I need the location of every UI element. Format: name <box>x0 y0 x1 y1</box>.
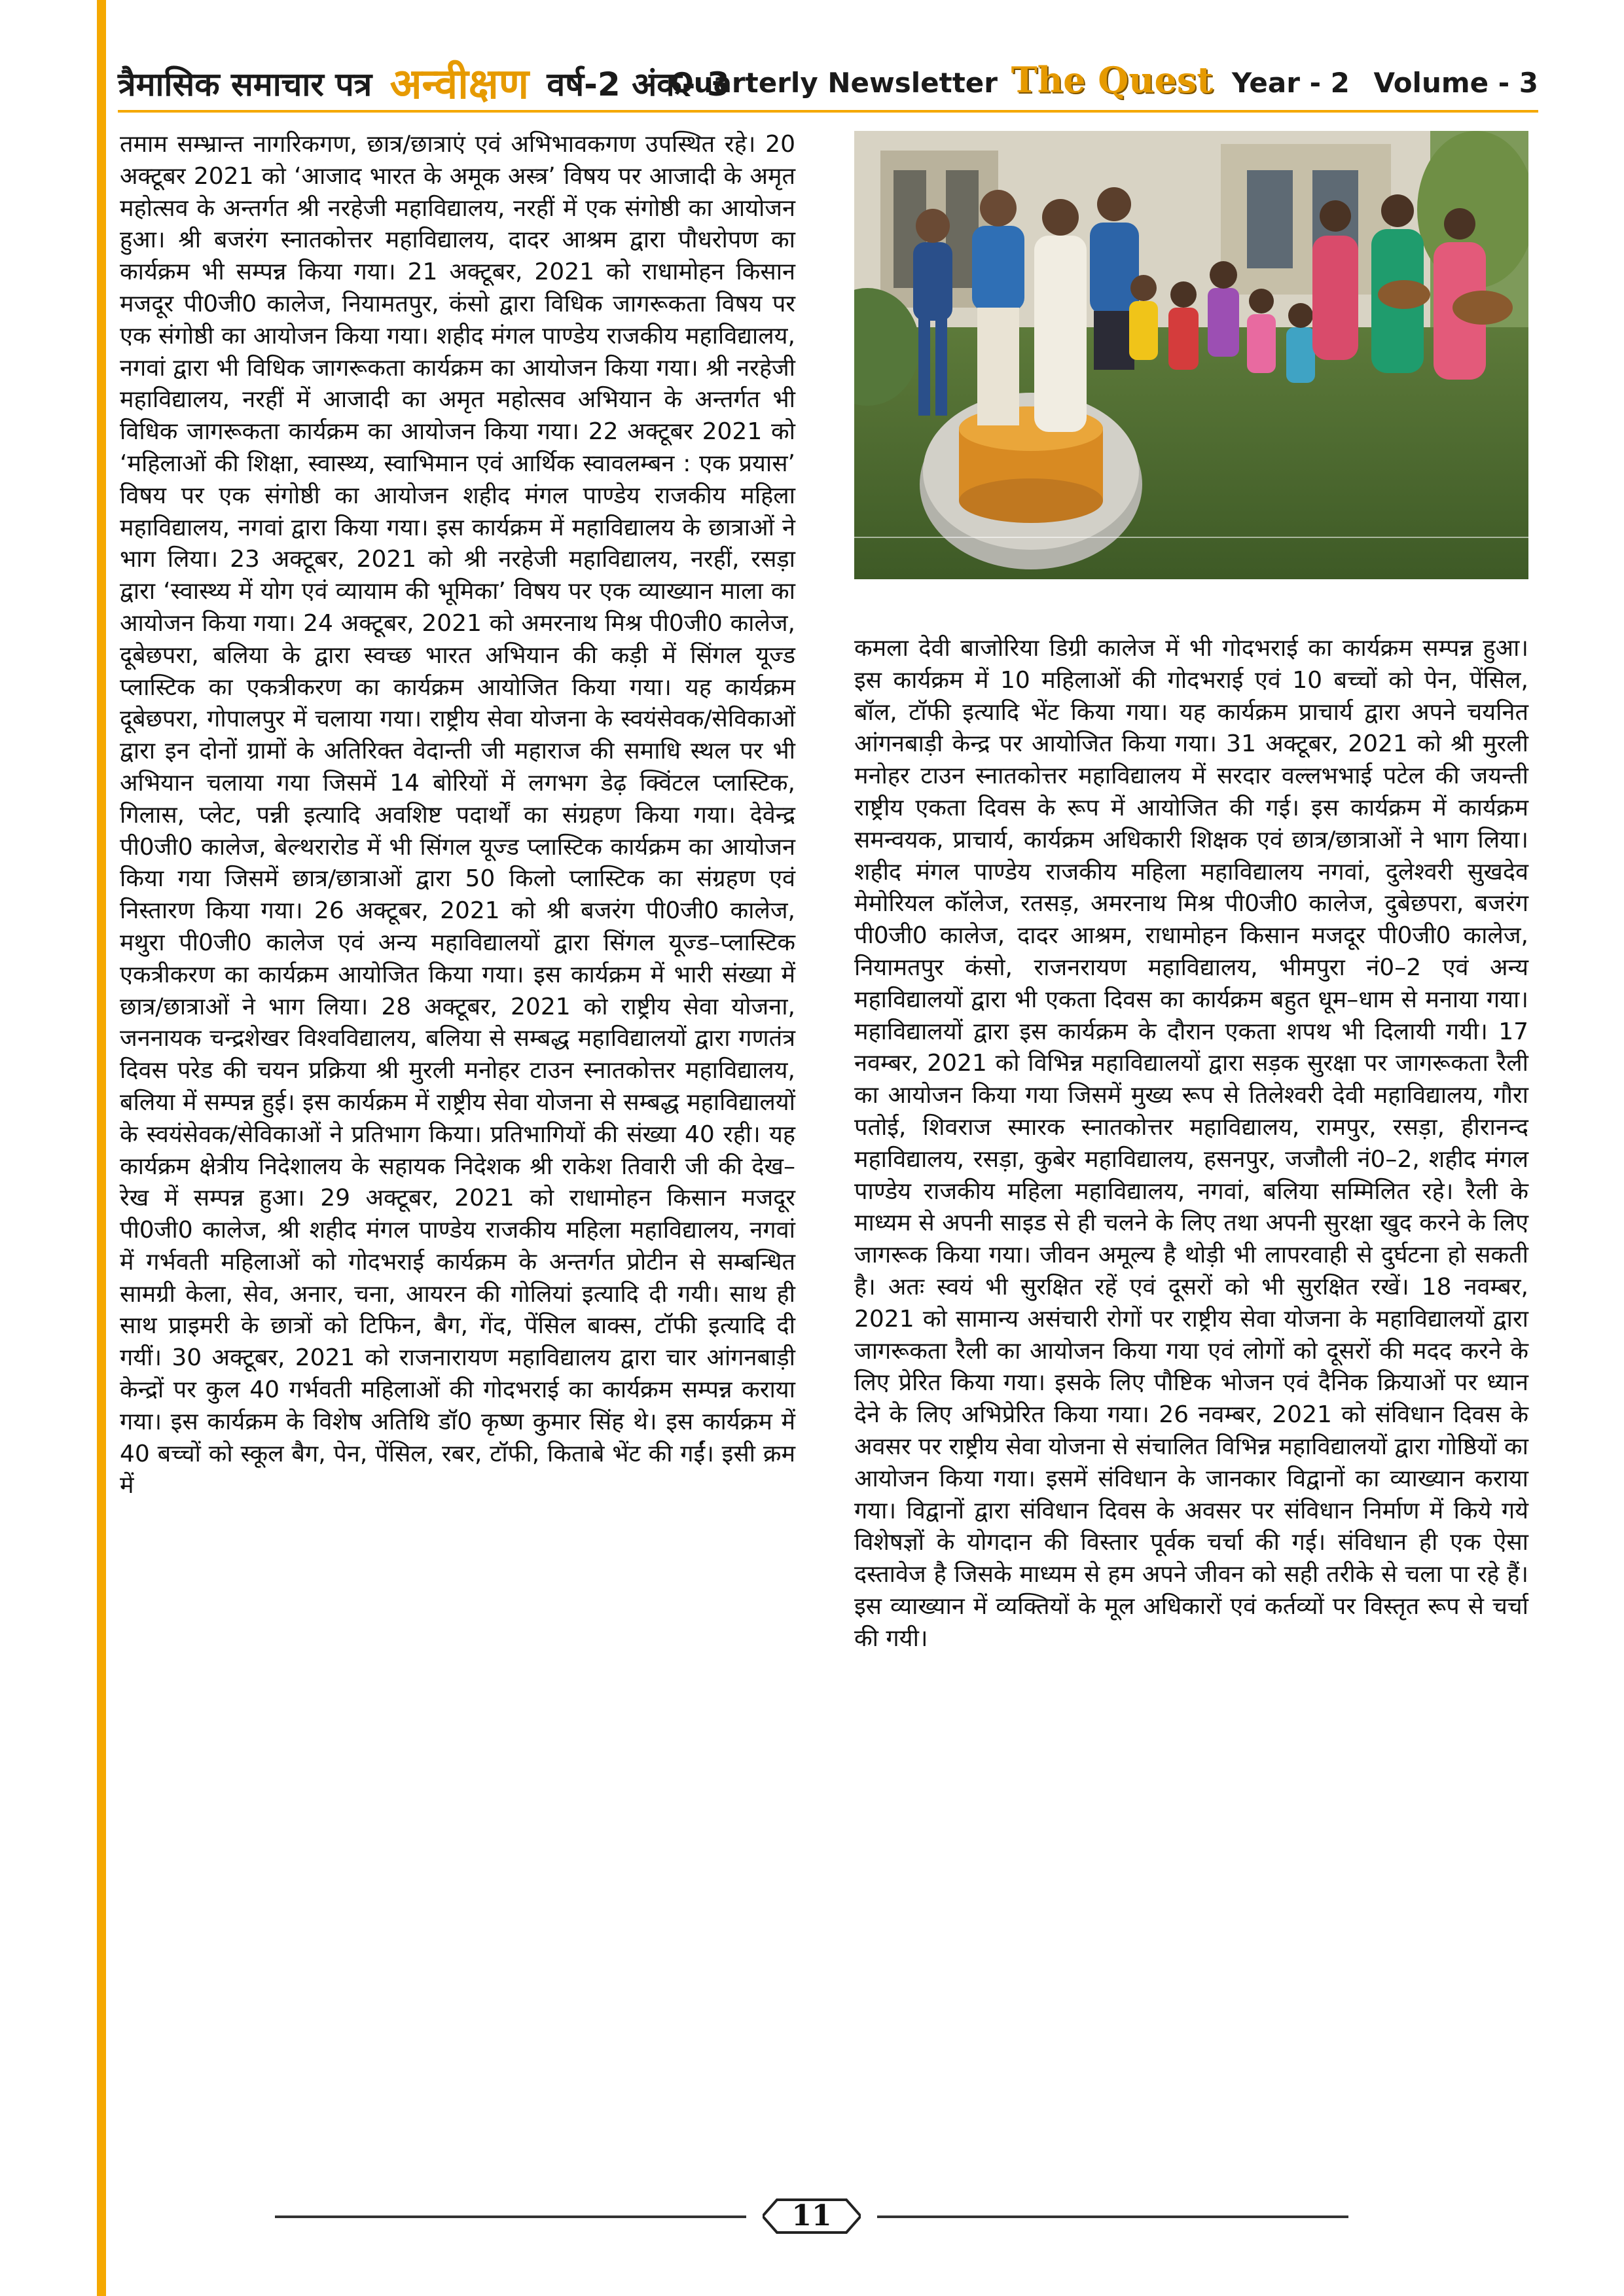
english-masthead <box>670 59 1538 101</box>
side-accent-bar <box>97 0 106 2296</box>
masthead-prefix: त्रैमासिक समाचार पत्र <box>118 65 372 103</box>
event-photo-illustration <box>854 131 1528 579</box>
event-photo <box>854 131 1528 579</box>
masthead-volume: Volume - 3 <box>1373 67 1538 99</box>
hindi-masthead <box>118 51 730 108</box>
masthead-newsletter-label: Quarterly Newsletter <box>670 67 998 99</box>
masthead-year: Year - 2 <box>1231 67 1350 99</box>
right-text-column: कमला देवी बाजोरिया डिग्री कालेज में भी गोदभराई का कार्यक्रम सम्पन्न हुआ। इस कार्यक्रम में 10 महिलाओं की गोदभराई एवं 10 बच्चों को पेन, पेंसिल, बॉल, टॉफी इत्यादि भेंट किया गया। यह कार्यक्रम प्राचार्य द्वारा अपने चयनित आंगनबाड़ी केन्द्र पर आयोजित किया गया। 31 अक्टूबर, 2021 को श्री मुरली मनोहर टाउन स्नातकोत्तर महाविद्यालय में सरदार वल्लभभाई पटेल की जयन्ती राष्ट्रीय एकता दिवस के रूप में आयोजित की गई। इस कार्यक्रम में कार्यक्रम समन्वयक, प्राचार्य, कार्यक्रम अधिकारी शिक्षक एवं छात्र/छात्राओं ने भाग लिया। शहीद मंगल पाण्डेय राजकीय महिला महाविद्यालय नगवां, दुलेश्वरी सुखदेव मेमोरियल कॉलेज, रतसड़, अमरनाथ मिश्र पी0जी0 कालेज, दुबेछपरा, बजरंग पी0जी0 कालेज, दादर आश्रम, राधामोहन किसान मजदूर पी0जी0 कालेज, नियामतपुर कंसो, राजनरायण महाविद्यालय, भीमपुरा नं0–2 एवं अन्य महाविद्यालयों द्वारा भी एकता दिवस का कार्यक्रम बहुत धूम–धाम से मनाया गया। महाविद्यालयों द्वारा इस कार्यक्रम के दौरान एकता शपथ भी दिलायी गयी। 17 नवम्बर, 2021 को विभिन्न महाविद्यालयों द्वारा सड़क सुरक्षा पर जागरूकता रैली का आयोजन किया गया जिसमें मुख्य रूप से तिलेश्वरी देवी महाविद्यालय, गौरा पतोई, शिवराज स्मारक स्नातकोत्तर महाविद्यालय, रामपुर, रसड़ा, हीरानन्द महाविद्यालय, रसड़ा, कुबेर महाविद्यालय, हसनपुर, जजौली नं0–2, शहीद मंगल पाण्डेय राजकीय महिला महाविद्यालय, नगवां, बलिया सम्मिलित रहे। रैली के माध्यम से अपनी साइड से ही चलने के लिए तथा अपनी सुरक्षा खुद करने के लिए जागरूक किया गया। जीवन अमूल्य है थोड़ी भी लापरवाही से दुर्घटना हो सकती है। अतः स्वयं भी सुरक्षित रहें एवं दूसरों को भी सुरक्षित रखें। 18 नवम्बर, 2021 को सामान्य असंचारी रोगों पर राष्ट्रीय सेवा योजना के महाविद्यालयों द्वारा जागरूकता रैली का आयोजन किया गया एवं लोगों को दूसरों की मदद करने के लिए प्रेरित किया गया। इसके लिए पौष्टिक भोजन एवं दैनिक क्रियाओं पर ध्यान देने के लिए अभिप्रेरित किया गया। 26 नवम्बर, 2021 को संविधान दिवस के अवसर पर राष्ट्रीय सेवा योजना से संचालित विभिन्न महाविद्यालयों द्वारा गोष्ठियों का आयोजन किया गया। इसमें संविधान के जानकार विद्वानों का व्याख्यान कराया गया। विद्वानों द्वारा संविधान दिवस के अवसर पर संविधान निर्माण में किये गये विशेषज्ञों के योगदान की विस्तार पूर्वक चर्चा की गई। संविधान ही एक ऐसा दस्तावेज है जिसके माध्यम से हम अपने जीवन को सही तरीके से चला पा रहे हैं। इस व्याख्यान में व्यक्तियों के मूल अधिकारों एवं कर्तव्यों पर विस्तृत रूप से चर्चा की गयी। <box>854 635 1528 1652</box>
masthead-issue-hindi: वर्ष-2 अंक- 3 <box>547 65 730 103</box>
footer-rule-right <box>877 2215 1348 2218</box>
left-text-column: तमाम सम्भ्रान्त नागरिकगण, छात्र/छात्राएं एवं अभिभावकगण उपस्थित रहे। 20 अक्टूबर 2021 को ‘आजाद भारत के अमूक अस्त्र’ विषय पर आजादी के अमृत महोत्सव के अन्तर्गत श्री नरहेजी महाविद्यालय, नरहीं में एक संगोष्ठी का आयोजन हुआ। श्री बजरंग स्नातकोत्तर महाविद्यालय, दादर आश्रम द्वारा पौधरोपण का कार्यक्रम भी सम्पन्न किया गया। 21 अक्टूबर, 2021 को राधामोहन किसान मजदूर पी0जी0 कालेज, नियामतपुर, कंसो द्वारा विधिक जागरूकता विषय पर एक संगोष्ठी का आयोजन किया गया। शहीद मंगल पाण्डेय राजकीय महाविद्यालय, नगवां द्वारा भी विधिक जागरूकता कार्यक्रम का आयोजन किया गया। श्री नरहेजी महाविद्यालय, नरहीं में आजादी का अमृत महोत्सव अभियान के अन्तर्गत भी विधिक जागरूकता कार्यक्रम का आयोजन किया गया। 22 अक्टूबर 2021 को ‘महिलाओं की शिक्षा, स्वास्थ्य, स्वाभिमान एवं आर्थिक स्वावलम्बन : एक प्रयास’ विषय पर एक संगोष्ठी का आयोजन शहीद मंगल पाण्डेय राजकीय महिला महाविद्यालय, नगवां द्वारा किया गया। इस कार्यक्रम में महाविद्यालय के छात्राओं ने भाग लिया। 23 अक्टूबर, 2021 को श्री नरहेजी महाविद्यालय, नरहीं, रसड़ा द्वारा ‘स्वास्थ्य में योग एवं व्यायाम की भूमिका’ विषय पर एक व्याख्यान माला का आयोजन किया गया। 24 अक्टूबर, 2021 को अमरनाथ मिश्र पी0जी0 कालेज, दूबेछपरा, बलिया के द्वारा स्वच्छ भारत अभियान की कड़ी में सिंगल यूज्ड प्लास्टिक का एकत्रीकरण का कार्यक्रम आयोजित किया गया। यह कार्यक्रम दूबेछपरा, गोपालपुर में चलाया गया। राष्ट्रीय सेवा योजना के स्वयंसेवक/सेविकाओं द्वारा इन दोनों ग्रामों के अतिरिक्त वेदान्ती जी महाराज की समाधि स्थल पर भी अभियान चलाया गया जिसमें 14 बोरियों में लगभग डेढ़ क्विंटल प्लास्टिक, गिलास, प्लेट, पन्नी इत्यादि अवशिष्ट पदार्थों का संग्रहण किया गया। देवेन्द्र पी0जी0 कालेज, बेल्थरारोड में भी सिंगल यूज्ड प्लास्टिक कार्यक्रम का आयोजन किया गया जिसमें छात्र/छात्राओं द्वारा 50 किलो प्लास्टिक का संग्रहण एवं निस्तारण किया गया। 26 अक्टूबर, 2021 को श्री बजरंग पी0जी0 कालेज, मथुरा पी0जी0 कालेज एवं अन्य महाविद्यालयों द्वारा सिंगल यूज्ड–प्लास्टिक एकत्रीकरण का कार्यक्रम आयोजित किया गया। इस कार्यक्रम में भारी संख्या में छात्र/छात्राओं ने भाग लिया। 28 अक्टूबर, 2021 को राष्ट्रीय सेवा योजना, जननायक चन्द्रशेखर विश्वविद्यालय, बलिया से सम्बद्ध महाविद्यालयों द्वारा गणतंत्र दिवस परेड की चयन प्रक्रिया श्री मुरली मनोहर टाउन स्नातकोत्तर महाविद्यालय, बलिया में सम्पन्न हुई। इस कार्यक्रम में राष्ट्रीय सेवा योजना से सम्बद्ध महाविद्यालयों के स्वयंसेवक/सेविकाओं ने प्रतिभाग किया। प्रतिभागियों की संख्या 40 रही। यह कार्यक्रम क्षेत्रीय निदेशालय के सहायक निदेशक श्री राकेश तिवारी जी की देख–रेख में सम्पन्न हुआ। 29 अक्टूबर, 2021 को राधामोहन किसान मजदूर पी0जी0 कालेज, श्री शहीद मंगल पाण्डेय राजकीय महिला महाविद्यालय, नगवां में गर्भवती महिलाओं को गोदभराई कार्यक्रम के अन्तर्गत प्रोटीन से सम्बन्धित सामग्री केला, सेव, अनार, चना, आयरन की गोलियां इत्यादि दी गयी। साथ ही साथ प्राइमरी के छात्रों को टिफिन, बैग, गेंद, पेंसिल बाक्स, टॉफी इत्यादि दी गयीं। 30 अक्टूबर, 2021 को राजनारायण महाविद्यालय द्वारा चार आंगनबाड़ी केन्द्रों पर कुल 40 गर्भवती महिलाओं की गोदभराई का कार्यक्रम सम्पन्न कराया गया। इस कार्यक्रम के विशेष अतिथि डॉ0 कृष्ण कुमार सिंह थे। इस कार्यक्रम में 40 बच्चों को स्कूल बैग, पेन, पेंसिल, रबर, टॉफी, किताबे भेंट की गईं। इसी क्रम में <box>120 131 795 1499</box>
header-rule <box>118 110 1538 113</box>
footer-rule-left <box>275 2215 746 2218</box>
masthead-brand-hindi: अन्वीक्षण <box>389 60 529 109</box>
masthead-brand-english: The Quest <box>1011 59 1214 101</box>
page-number: 11 <box>791 2199 832 2233</box>
page-header <box>118 46 1538 108</box>
